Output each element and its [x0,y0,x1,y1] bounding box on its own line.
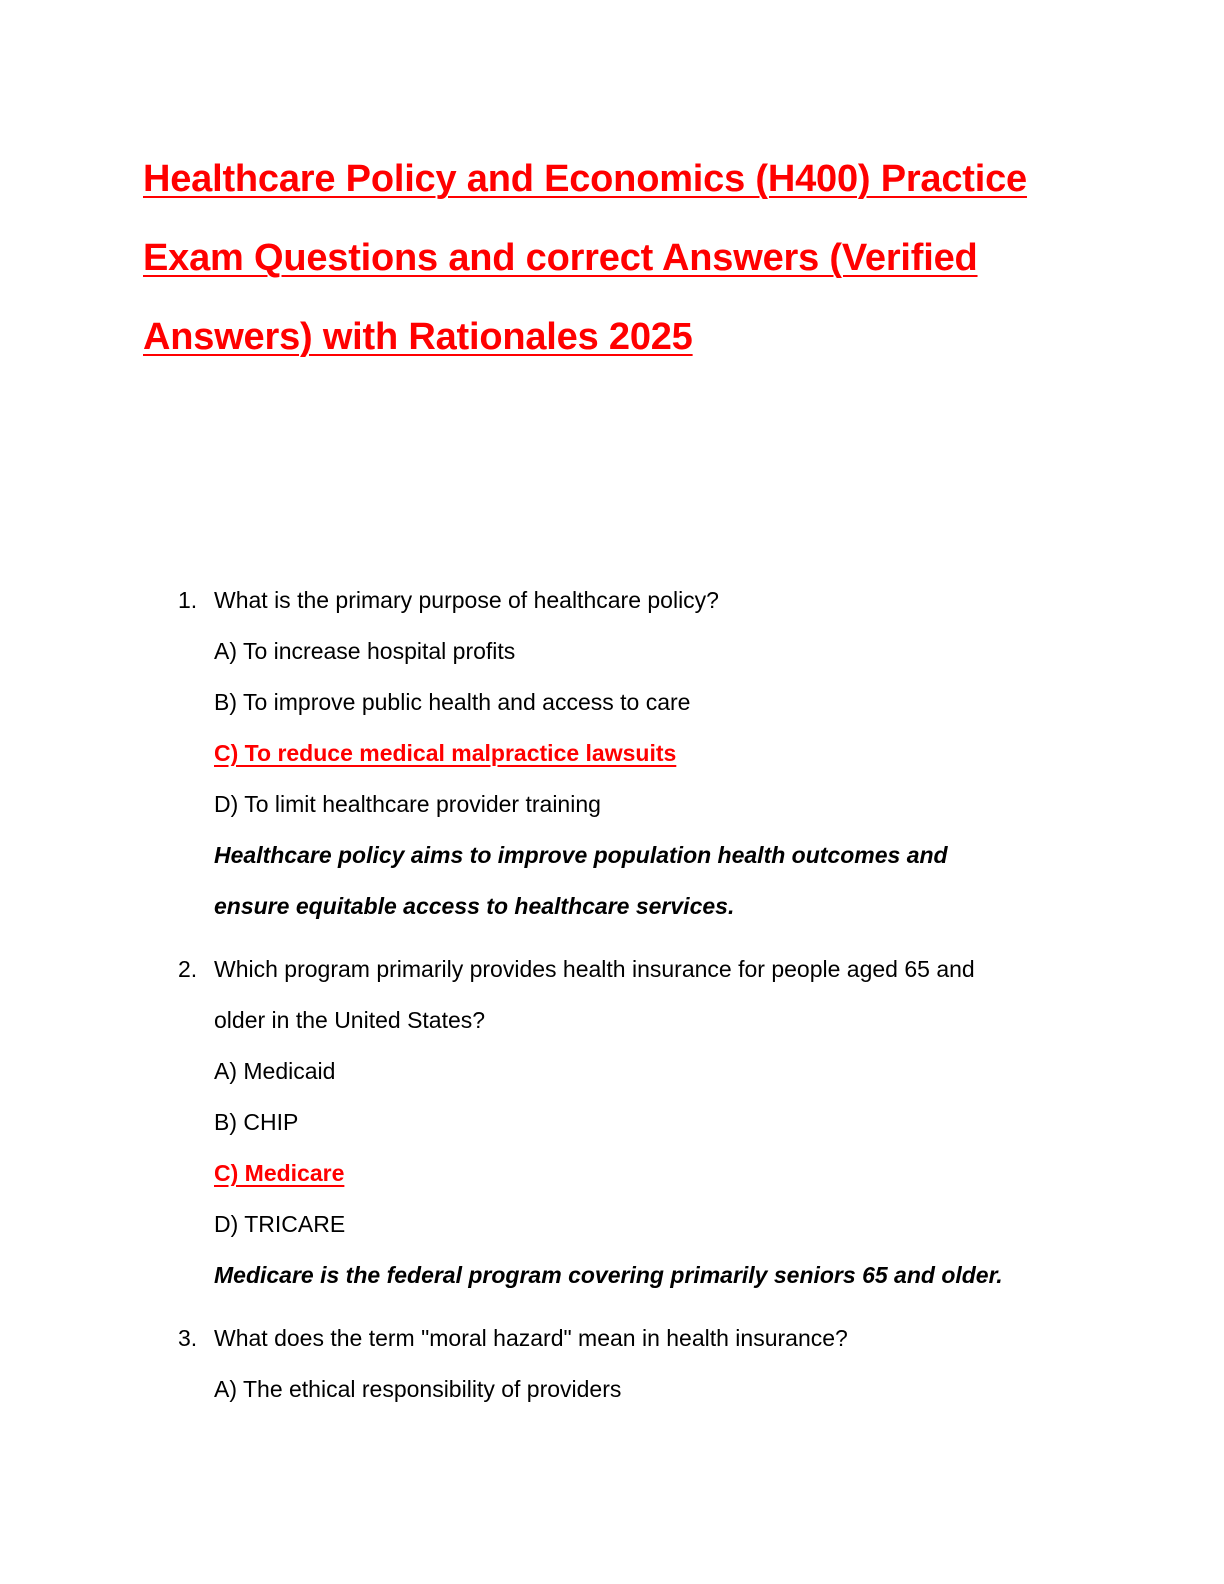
question-text: older in the United States? [214,1007,486,1033]
answer-option: A) To increase hospital profits [214,638,516,664]
question-body [214,1313,1094,1415]
question-number: 2. [178,956,198,982]
title-line-1: Healthcare Policy and Economics (H400) Practice [143,158,1027,200]
question-item [0,575,1224,932]
question-number: 1. [178,587,198,613]
question-number: 3. [178,1325,198,1351]
highlighted-answer-option: C) To reduce medical malpractice lawsuits [214,740,677,766]
question-list [0,575,1224,1427]
question-text: What does the term "moral hazard" mean in health insurance? [214,1325,848,1351]
answer-option: D) TRICARE [214,1211,346,1237]
answer-option: B) To improve public health and access to care [214,689,691,715]
question-body [214,944,1094,1301]
answer-option: B) CHIP [214,1109,299,1135]
question-item [0,944,1224,1301]
rationale-text: Healthcare policy aims to improve population health outcomes and [214,842,948,868]
question-text: What is the primary purpose of healthcare policy? [214,587,719,613]
question-item [0,1313,1224,1415]
question-body [214,575,1094,932]
answer-option: A) The ethical responsibility of providers [214,1376,622,1402]
highlighted-answer-option: C) Medicare [214,1160,345,1186]
answer-option: D) To limit healthcare provider training [214,791,601,817]
rationale-text: ensure equitable access to healthcare services. [214,893,735,919]
question-text: Which program primarily provides health insurance for people aged 65 and [214,956,975,982]
document-title [143,140,1103,377]
title-line-2: Exam Questions and correct Answers (Verified [143,237,978,279]
rationale-text: Medicare is the federal program covering primarily seniors 65 and older. [214,1262,1003,1288]
title-line-3: Answers) with Rationales 2025 [143,316,693,358]
answer-option: A) Medicaid [214,1058,336,1084]
